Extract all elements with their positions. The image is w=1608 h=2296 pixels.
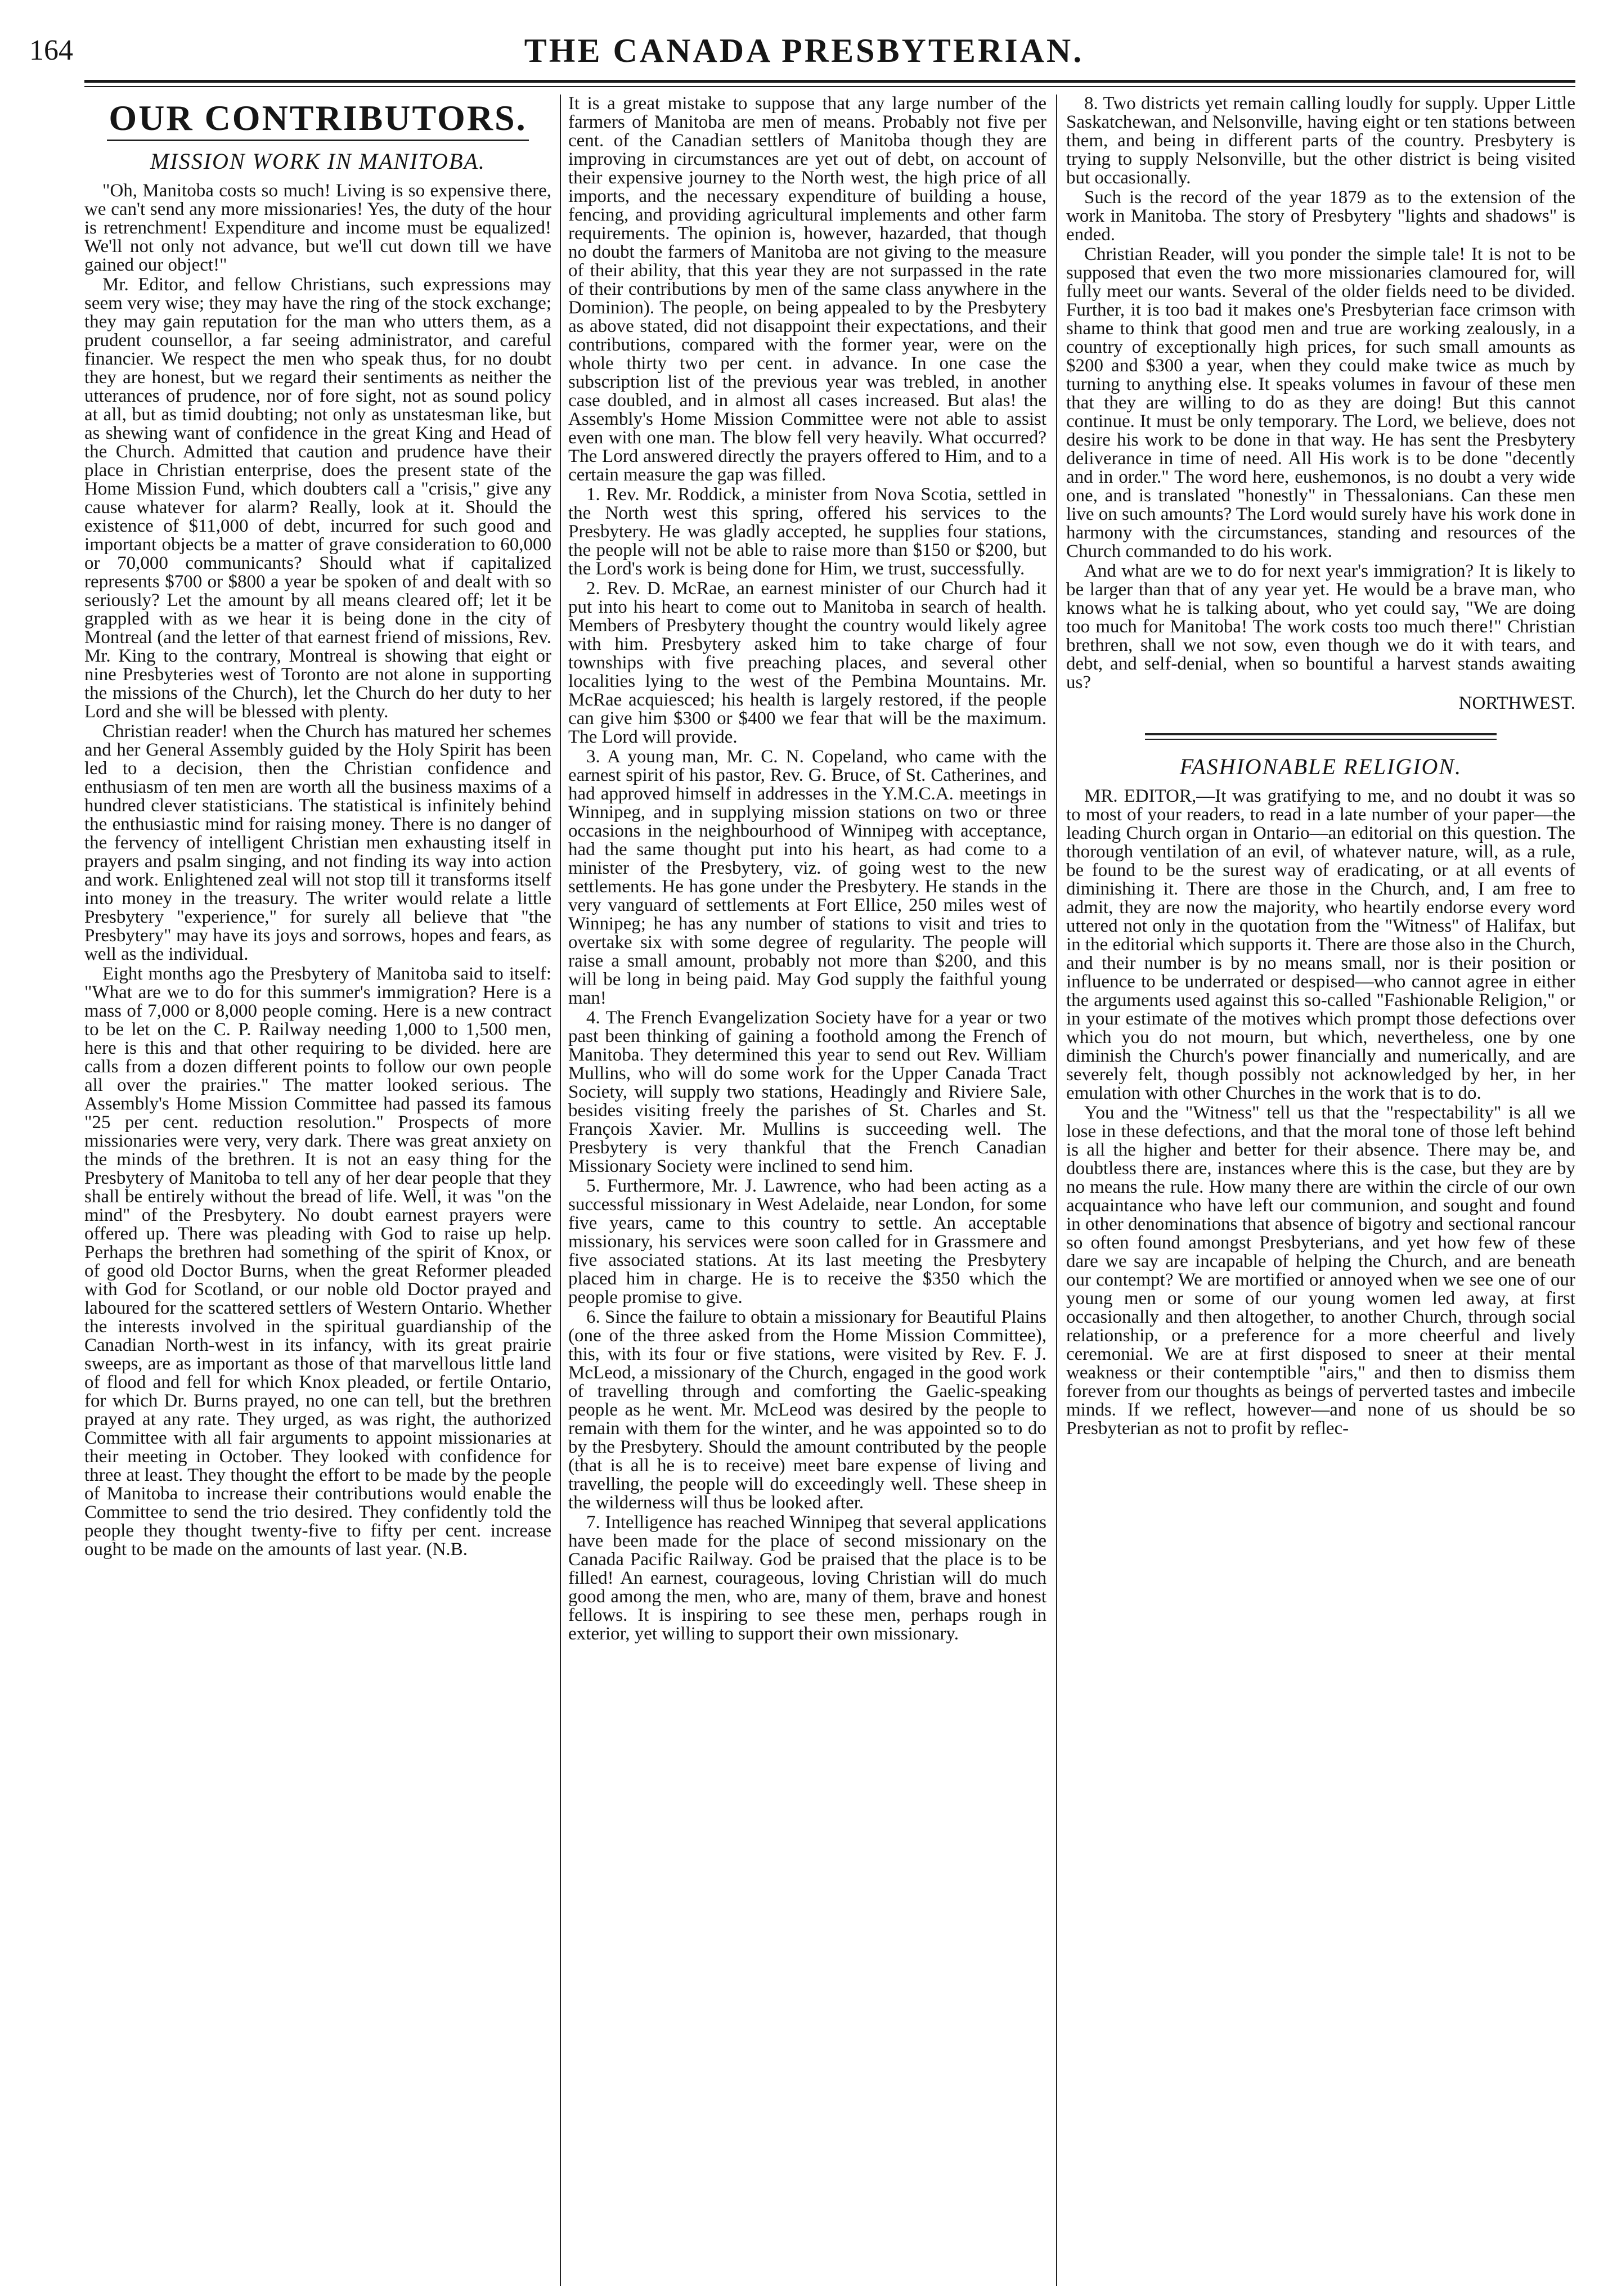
page-number: 164 <box>29 34 73 66</box>
article-paragraph: Eight months ago the Presbytery of Manitoba said to itself: "What are we to do for this summer's immigration? Here is a mass of 7,000 or 8,000 people coming. Here is a new contract to be let on the C. P. Railway needing 1,000 to 1,500 men, here is this and that other requiring to be divided. here are calls from a dozen different points to follow our own people all over the prairies." The matter looked serious. The Assembly's Home Mission Committee had passed its famous "25 per cent. reduction resolution." Prospects of more missionaries were very, very dark. There was great anxiety on the minds of the brethren. It is not an easy thing for the Presbytery of Manitoba to tell any of her dear people that they shall be entirely without the bread of life. Well, it was "on the mind" of the Presbytery. No doubt earnest prayers were offered up. There was pleading with God to raise up help. Perhaps the brethren had something of the spirit of Knox, or of good old Doctor Burns, when the great Reformer pleaded with God for Scotland, or our noble old Doctor prayed and laboured for the scattered settlers of Western Ontario. Whether the interests involved in the spiritual guardianship of the Canadian North-west in its infancy, with its great prairie sweeps, are as important as those of that marvellous little land of flood and fell for which Knox pleaded, or fertile Ontario, for which Dr. Burns prayed, no one can tell, but the brethren prayed at any rate. They urged, as was right, the authorized Committee with all fair arguments to appoint missionaries at their meeting in October. They looked with confidence for three at least. They thought the effort to be made by the people of Manitoba to increase their contributions would enable the Committee to send the trio desired. They confidently told the people they thought twenty-five to fifty per cent. increase ought to be made on the amounts of last year. (N.B. <box>84 964 551 1560</box>
article-paragraph: "Oh, Manitoba costs so much! Living is so expensive there, we can't send any more missionaries! Yes, the duty of the hour is retrenchment! Expenditure and income must be equalized! We'll not only not advance, but we'll cut down till we have gained our object!" <box>84 181 551 275</box>
article-paragraph: 5. Furthermore, Mr. J. Lawrence, who had been acting as a successful missionary in West Adelaide, near London, for some five years, came to this country to settle. An acceptable missionary, his services were soon called for in Grassmere and five associated stations. At its last meeting the Presbytery placed him in charge. He is to receive the $350 which the people promise to give. <box>568 1176 1046 1307</box>
column-1 <box>84 95 551 2283</box>
article-paragraph: 2. Rev. D. McRae, an earnest minister of our Church had it put into his heart to come out to Manitoba in search of health. Members of Presbytery thought the country would likely agree with him. Presbytery asked him to take charge of four townships with five preaching places, and several other localities lying to the west of the Pembina Mountains. Mr. McRae acquiesced; his health is largely restored, if the people can give him $300 or $400 we fear that will be the maximum. The Lord will provide. <box>568 578 1046 747</box>
article-title-fashionable-religion: FASHIONABLE RELIGION. <box>1179 754 1462 779</box>
article-title-mission-work: MISSION WORK IN MANITOBA. <box>150 149 486 174</box>
article-paragraph: 6. Since the failure to obtain a missionary for Beautiful Plains (one of the three asked from the Home Mission Committee), this, with its four or five stations, were visited by Rev. F. J. McLeod, a missionary of the Church, engaged in the good work of travelling through and comforting the Gaelic-speaking people as he went. Mr. McLeod was desired by the people to remain with them for the winter, and he was appointed so to do by the Presbytery. Should the amount contributed by the people (that is all he is to receive) meet bare expense of living and travelling, the people will do exceedingly well. These sheep in the wilderness will thus be looked after. <box>568 1307 1046 1513</box>
article-paragraph: 8. Two districts yet remain calling loudly for supply. Upper Little Saskatchewan, and Nelsonville, having eight or ten stations between them, and being in different parts of the country. Presbytery is trying to supply Nelsonville, but the other district is being visited but occasionally. <box>1066 95 1575 188</box>
article-paragraph: 3. A young man, Mr. C. N. Copeland, who came with the earnest spirit of his pastor, Rev. G. Bruce, of St. Catherines, and had approved himself in addresses in the Y.M.C.A. meetings in Winnipeg, and in supplying mission stations on two or three occasions in the neighbourhood of Winnipeg with acceptance, had the same thought put into his heart, as had come to a minister of the Presbytery, viz. of going west to the new settlements. He has gone under the Presbytery. He stands in the very vanguard of settlements at Fort Ellice, 250 miles west of Winnipeg; he has any number of stations to visit and tries to overtake six with some degree of regularity. The people will raise a small amount, probably not more than $200, and this will be long in being paid. May God supply the faithful young man! <box>568 747 1046 1008</box>
article-paragraph: And what are we to do for next year's immigration? It is likely to be larger than that of any year yet. He would be a brave man, who knows what he is talking about, who yet could say, "We are doing too much for Manitoba! The work costs too much there!" Christian brethren, shall we not sow, even though we do it with tears, and debt, and self-denial, when so bountiful a harvest stands awaiting us? <box>1066 561 1575 693</box>
article-paragraph: You and the "Witness" tell us that the "respectability" is all we lose in these defections, and that the moral tone of those left behind is all the higher and better for their absence. There may be, and doubtless there are, instances where this is the case, but they are by no means the rule. How many there are within the circle of our own acquaintance who have left our communion, and sought and found in other denominations that absence of bigotry and sectional rancour so often found amongst Presbyterians, and yet how few of these dare we say are incapable of helping the Church, and are beneath our contempt? We are mortified or annoyed when we see one of our young men or some of our young women led away, at first occasionally and then altogether, to another Church, through social relationship, or a preference for a more cheerful and lively ceremonial. We are at first disposed to sneer at their mental weakness or their contemptible "airs," and then to dismiss them forever from our thoughts as beings of perverted tastes and imbecile minds. If we reflect, however—and none of us should be so Presbyterian as not to profit by reflec- <box>1066 1103 1575 1439</box>
column-3 <box>1066 95 1575 2283</box>
column-2 <box>568 95 1046 2283</box>
article-paragraph: Mr. Editor, and fellow Christians, such expressions may seem very wise; they may have the ring of the stock exchange; they may gain reputation for the man who utters them, as a prudent counsellor, a far seeing administrator, and careful financier. We respect the men who speak thus, for no doubt they are honest, but we regard their sentiments as neither the utterances of prudence, nor of fore sight, not as sound policy at all, but as timid doubting; not only as unstatesman like, but as shewing want of confidence in the great King and Head of the Church. Admitted that caution and prudence have their place in Christian enterprise, does the present state of the Home Mission Fund, which doubters call a "crisis," give any cause whatever for alarm? Really, look at it. Should the existence of $11,000 of debt, incurred for such good and important objects be a matter of grave consideration to 60,000 or 70,000 communicants? Should what if capitalized represents $700 or $800 a year be spoken of and dealt with so seriously? Let the amount by all means cleared off; let it be grappled with as we hear it is being done in the city of Montreal (and the letter of that earnest friend of missions, Rev. Mr. King to the contrary, Montreal is showing that eight or nine Presbyteries west of Toronto are not alone in supporting the missions of the Church), let the Church do her duty to her Lord and she will be blessed with plenty. <box>84 275 551 722</box>
section-heading: OUR CONTRIBUTORS. <box>109 98 527 138</box>
article-signature: NORTHWEST. <box>1458 693 1575 713</box>
article-paragraph: 7. Intelligence has reached Winnipeg that several applications have been made for the place of second missionary on the Canada Pacific Railway. God be praised that the place is to be filled! An earnest, courageous, loving Christian will do much good among the men, who are, many of them, brave and honest fellows. It is inspiring to see these men, perhaps rough in exterior, yet willing to support their own missionary. <box>568 1512 1046 1644</box>
article-paragraph: 1. Rev. Mr. Roddick, a minister from Nova Scotia, settled in the North west this spring, offered his services to the Presbytery. He was gladly accepted, he supplies four stations, the people will not be able to raise more than $150 or $200, but the Lord's work is being done for Him, we trust, successfully. <box>568 484 1046 579</box>
article-paragraph: Christian reader! when the Church has matured her schemes and her General Assembly guided by the Holy Spirit has been led to a decision, then the Christian confidence and enthusiasm of ten men are worth all the business maxims of a hundred clever statisticians. The statistical is infinitely behind the enthusiastic mind for raising money. There is no danger of the fervency of intelligent Christian men exhausting itself in prayers and psalm singing, and not finding its way into action and work. Enlightened zeal will not stop till it transforms itself into money in the treasury. The writer would relate a little Presbytery "experience," for surely all believe that "the Presbytery" may have its joys and sorrows, hopes and fears, as well as the individual. <box>84 721 551 964</box>
masthead-title: THE CANADA PRESBYTERIAN. <box>524 32 1084 69</box>
article-separator-rule <box>1145 733 1497 740</box>
column-divider <box>1056 95 1057 2286</box>
article-paragraph: 4. The French Evangelization Society have for a year or two past been thinking of gaining a foothold among the French of Manitoba. They determined this year to send out Rev. William Mullins, who will do some work for the Upper Canada Tract Society, will supply two stations, Headingly and Riviere Sale, besides visiting freely the parishes of St. Charles and St. François Xavier. Mr. Mullins is succeeding well. The Presbytery is very thankful that the French Canadian Missionary Society were inclined to send him. <box>568 1008 1046 1176</box>
column-divider <box>560 95 561 2286</box>
masthead-rule-thin <box>84 86 1575 87</box>
article-paragraph: Christian Reader, will you ponder the simple tale! It is not to be supposed that even the two more missionaries clamoured for, will fully meet our wants. Several of the older fields need to be divided. Further, it is too bad it makes one's Presbyterian face crimson with shame to think that good men and true are working zealously, in a country of exceptionally high prices, for such small amounts as $200 and $300 a year, when they could make twice as much by turning to anything else. It speaks volumes in favour of these men that they are willing to do as they are doing! But this cannot continue. It must be only temporary. The Lord, we believe, does not desire his work to be done in that way. He has sent the Presbytery deliverance in time of need. All His work is to be done "decently and in order." The word here, eushemonos, is no doubt a very wide one, and is translated "honestly" in Thessalonians. Can these men live on such amounts? The Lord would surely have his work done in harmony with the circumstances, standing and resources of the Church commanded to do his work. <box>1066 244 1575 561</box>
article-paragraph: It is a great mistake to suppose that any large number of the farmers of Manitoba are men of means. Probably not five per cent. of the Canadian settlers of Manitoba though they are improving in circumstances are yet out of debt, on account of their expensive journey to the North west, the high price of all imports, and the necessary expenditure of building a house, fencing, and providing agricultural implements and other farm requirements. The opinion is, however, hazarded, that though no doubt the farmers of Manitoba are not giving to the measure of their ability, that this year they are not surpassed in the rate of their contributions by men of the same class anywhere in the Dominion). The people, on being appealed to by the Presbytery as above stated, did not disappoint their expectations, and their contributions, compared with the former year, were on the whole thirty two per cent. in advance. In one case the subscription list of the previous year was trebled, in another case doubled, and in almost all cases increased. But alas! the Assembly's Home Mission Committee were not able to assist even with one man. The blow fell very heavily. What occurred? The Lord answered directly the prayers offered to Him, and to a certain measure the gap was filled. <box>568 95 1046 485</box>
article-paragraph: MR. EDITOR,—It was gratifying to me, and no doubt it was so to most of your readers, to read in a late number of your paper—the leading Church organ in Ontario—an editorial on this question. The thorough ventilation of an evil, of whatever nature, will, as a rule, be found to be the surest way of eradicating, or at all events of diminishing it. There are those in the Church, and, I am free to admit, they are now the majority, who heartily endorse every word uttered not only in the quotation from the "Witness" of Halifax, but in the editorial which supports it. There are those also in the Church, and their number is by no means small, nor is their position or influence to be underrated or despised—who cannot agree in either the arguments used against this so-called "Fashionable Religion," or in your estimate of the motives which prompt those defections over which you do not mourn, but which, nevertheless, one by one diminish the Church's power financially and numerically, and are severely felt, though possibly not acknowledged by her, in her emulation with other Churches in the work that is to do. <box>1066 786 1575 1103</box>
masthead-rule <box>84 80 1575 83</box>
section-heading-rule <box>107 140 529 141</box>
article-paragraph: Such is the record of the year 1879 as to the extension of the work in Manitoba. The story of Presbytery "lights and shadows" is ended. <box>1066 187 1575 245</box>
